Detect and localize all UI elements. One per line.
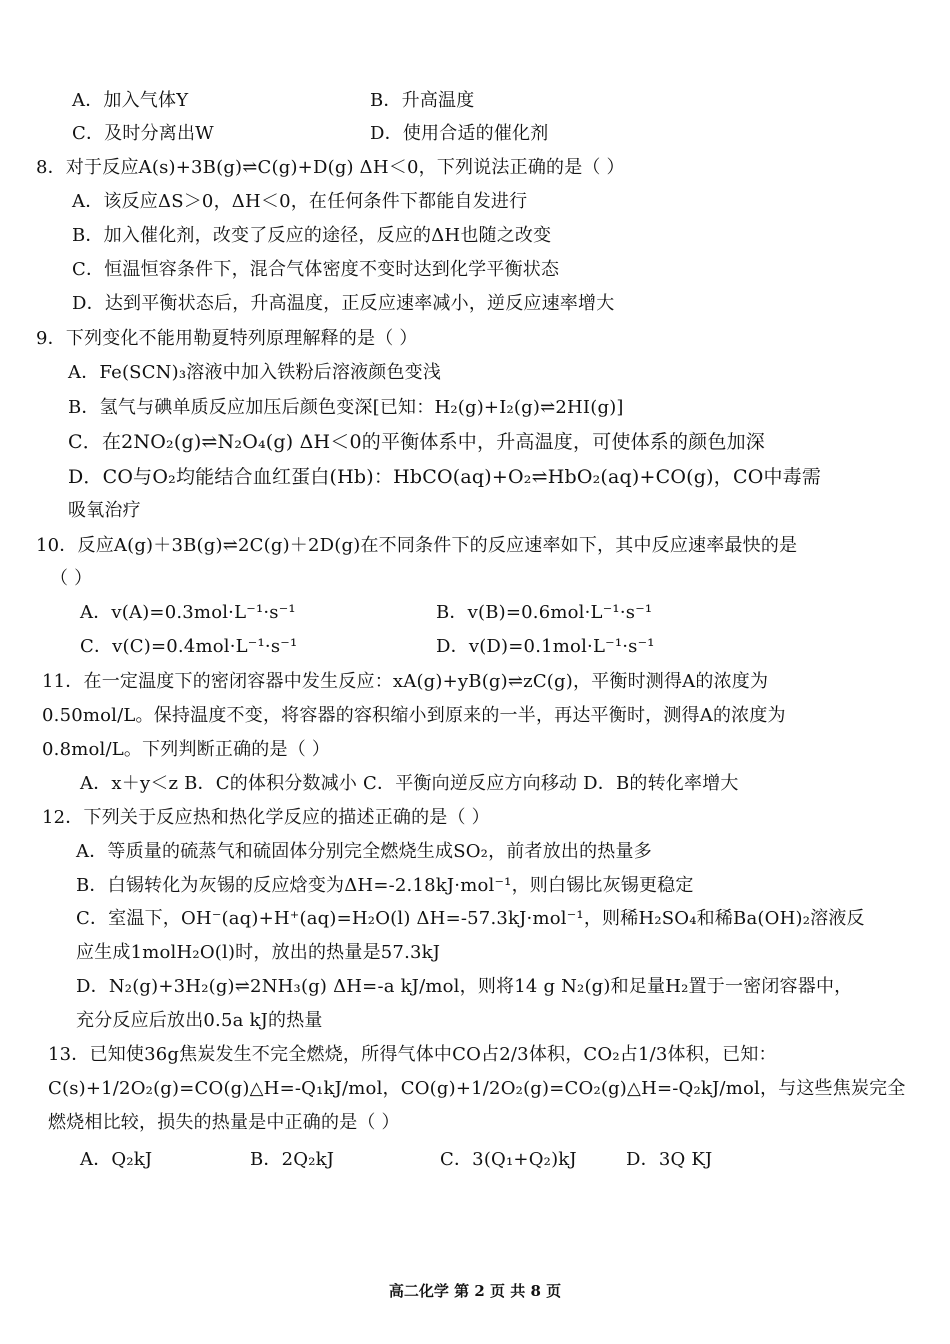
q11-stem-line-1: 11．在一定温度下的密闭容器中发生反应：xA(g)+yB(g)⇌zC(g)，平衡时测得A的浓度为 [42, 671, 769, 692]
q8-option-d: D．达到平衡状态后，升高温度，正反应速率减小，逆反应速率增大 [72, 293, 615, 314]
q13-stem-line-3: 燃烧相比较，损失的热量是中正确的是（ ） [48, 1112, 400, 1133]
q12-option-b: B．白锡转化为灰锡的反应焓变为ΔH=-2.18kJ·mol⁻¹，则白锡比灰锡更稳定 [76, 875, 694, 896]
q10-stem: 10．反应A(g)＋3B(g)⇌2C(g)＋2D(g)在不同条件下的反应速率如下，其中反应速率最快的是 [36, 535, 798, 556]
q9-option-b: B．氢气与碘单质反应加压后颜色变深[已知：H₂(g)+I₂(g)⇌2HI(g)] [68, 397, 624, 418]
q8-option-c: C．恒温恒容条件下，混合气体密度不变时达到化学平衡状态 [72, 259, 560, 280]
q12-option-c-continued: 应生成1molH₂O(l)时，放出的热量是57.3kJ [76, 942, 441, 963]
q13-stem-line-2: C(s)+1/2O₂(g)=CO(g)△H=-Q₁kJ/mol，CO(g)+1/2O₂(g)=CO₂(g)△H=-Q₂kJ/mol，与这些焦炭完全 [48, 1078, 906, 1099]
q12-option-a: A．等质量的硫蒸气和硫固体分别完全燃烧生成SO₂，前者放出的热量多 [76, 841, 652, 862]
q12-option-d: D．N₂(g)+3H₂(g)⇌2NH₃(g) ΔH=-a kJ/mol，则将14 g N₂(g)和足量H₂置于一密闭容器中， [76, 976, 853, 997]
q9-option-c: C．在2NO₂(g)⇌N₂O₄(g) ΔH＜0的平衡体系中，升高温度，可使体系的颜色加深 [68, 431, 765, 453]
q10-answer-bracket: （ ） [50, 568, 93, 589]
q7-option-b: B．升高温度 [370, 90, 475, 111]
q8-option-b: B．加入催化剂，改变了反应的途径，反应的ΔH也随之改变 [72, 225, 552, 246]
q7-option-a: A．加入气体Y [72, 90, 189, 111]
q11-stem-line-3: 0.8mol/L。下列判断正确的是（ ） [42, 739, 331, 760]
q13-option-d: D．3Q KJ [626, 1149, 713, 1170]
q9-option-d: D．CO与O₂均能结合血红蛋白(Hb)：HbCO(aq)+O₂⇌HbO₂(aq)+CO(g)，CO中毒需 [68, 466, 822, 488]
q10-option-d: D．v(D)=0.1mol·L⁻¹·s⁻¹ [436, 636, 655, 657]
q12-stem: 12．下列关于反应热和热化学反应的描述正确的是（ ） [42, 807, 490, 828]
q10-option-a: A．v(A)=0.3mol·L⁻¹·s⁻¹ [80, 602, 296, 623]
q11-stem-line-2: 0.50mol/L。保持温度不变，将容器的容积缩小到原来的一半，再达平衡时，测得A的浓度为 [42, 705, 786, 726]
q9-stem: 9．下列变化不能用勒夏特列原理解释的是（ ） [36, 328, 418, 349]
q9-option-d-continued: 吸氧治疗 [68, 500, 141, 521]
q11-options: A．x＋y＜z B．C的体积分数减小 C．平衡向逆反应方向移动 D．B的转化率增大 [80, 773, 739, 794]
page-footer: 高二化学 第 2 页 共 8 页 [388, 1282, 562, 1300]
q13-stem-line-1: 13．已知使36g焦炭发生不完全燃烧，所得气体中CO占2/3体积，CO₂占1/3体积，已知： [48, 1044, 777, 1065]
q13-option-b: B．2Q₂kJ [250, 1149, 335, 1170]
q7-option-d: D．使用合适的催化剂 [370, 123, 549, 144]
q10-option-b: B．v(B)=0.6mol·L⁻¹·s⁻¹ [436, 602, 653, 623]
q12-option-d-continued: 充分反应后放出0.5a kJ的热量 [76, 1010, 323, 1031]
q12-option-c: C．室温下，OH⁻(aq)+H⁺(aq)=H₂O(l) ΔH=-57.3kJ·mol⁻¹，则稀H₂SO₄和稀Ba(OH)₂溶液反 [76, 908, 865, 929]
q10-option-c: C．v(C)=0.4mol·L⁻¹·s⁻¹ [80, 636, 298, 657]
q7-option-c: C．及时分离出W [72, 123, 214, 144]
q13-option-a: A．Q₂kJ [80, 1149, 153, 1170]
q8-option-a: A．该反应ΔS＞0，ΔH＜0，在任何条件下都能自发进行 [72, 191, 528, 212]
q13-option-c: C．3(Q₁+Q₂)kJ [440, 1149, 577, 1170]
q8-stem: 8．对于反应A(s)+3B(g)⇌C(g)+D(g) ΔH＜0，下列说法正确的是（ ） [36, 157, 625, 178]
q9-option-a: A．Fe(SCN)₃溶液中加入铁粉后溶液颜色变浅 [68, 362, 442, 383]
